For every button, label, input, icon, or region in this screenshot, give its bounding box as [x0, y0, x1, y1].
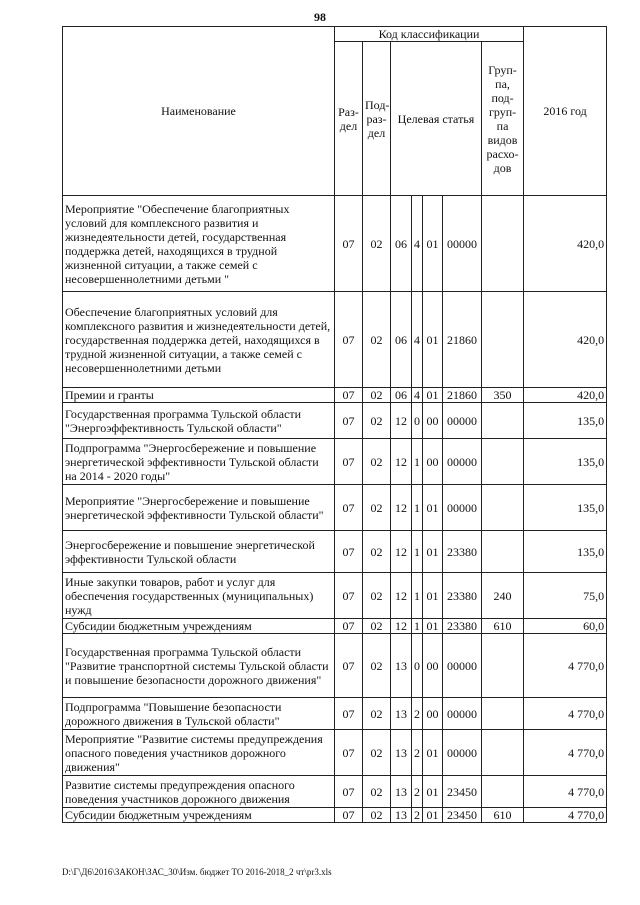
direction-code: 23450 [443, 808, 482, 823]
table-row [63, 634, 607, 698]
table-row [63, 730, 607, 776]
event-code: 01 [423, 808, 443, 823]
subprogram-code: 1 [412, 439, 423, 485]
section-code: 07 [335, 531, 363, 573]
subprogram-code: 2 [412, 808, 423, 823]
expense-type-code [482, 698, 524, 730]
program-code: 12 [391, 619, 412, 634]
section-code: 07 [335, 485, 363, 531]
amount-2016: 4 770,0 [524, 730, 607, 776]
amount-2016: 135,0 [524, 485, 607, 531]
direction-code: 00000 [443, 698, 482, 730]
table-row [63, 573, 607, 619]
expense-type-code [482, 196, 524, 292]
program-code: 12 [391, 403, 412, 439]
page-number: 98 [314, 10, 326, 24]
subprogram-code: 1 [412, 573, 423, 619]
event-code: 01 [423, 573, 443, 619]
direction-code: 23450 [443, 776, 482, 808]
amount-2016: 4 770,0 [524, 698, 607, 730]
amount-2016: 4 770,0 [524, 808, 607, 823]
direction-code: 00000 [443, 196, 482, 292]
row-name: Субсидии бюджетным учреждениям [63, 619, 335, 634]
section-code: 07 [335, 292, 363, 388]
expense-type-code: 610 [482, 808, 524, 823]
direction-code: 21860 [443, 292, 482, 388]
event-code: 01 [423, 531, 443, 573]
subprogram-code: 1 [412, 531, 423, 573]
budget-table [62, 26, 607, 823]
header-expense-group: Груп-па, под-груп-па видов расхо-дов [482, 42, 524, 196]
expense-type-code [482, 730, 524, 776]
program-code: 13 [391, 808, 412, 823]
amount-2016: 60,0 [524, 619, 607, 634]
program-code: 13 [391, 730, 412, 776]
section-code: 07 [335, 573, 363, 619]
subprogram-code: 2 [412, 730, 423, 776]
subprogram-code: 0 [412, 403, 423, 439]
section-code: 07 [335, 634, 363, 698]
section-code: 07 [335, 439, 363, 485]
program-code: 06 [391, 388, 412, 403]
event-code: 01 [423, 292, 443, 388]
program-code: 13 [391, 776, 412, 808]
row-name: Премии и гранты [63, 388, 335, 403]
table-row [63, 776, 607, 808]
event-code: 00 [423, 403, 443, 439]
amount-2016: 4 770,0 [524, 634, 607, 698]
amount-2016: 420,0 [524, 196, 607, 292]
section-code: 07 [335, 388, 363, 403]
expense-type-code [482, 292, 524, 388]
program-code: 06 [391, 196, 412, 292]
direction-code: 00000 [443, 485, 482, 531]
direction-code: 21860 [443, 388, 482, 403]
header-year: 2016 год [524, 27, 607, 196]
direction-code: 00000 [443, 439, 482, 485]
direction-code: 23380 [443, 573, 482, 619]
expense-type-code: 350 [482, 388, 524, 403]
header-name: Наименование [63, 27, 335, 196]
table-row [63, 196, 607, 292]
subsection-code: 02 [363, 573, 391, 619]
expense-type-code [482, 485, 524, 531]
direction-code: 00000 [443, 634, 482, 698]
budget-table-body [63, 196, 607, 823]
section-code: 07 [335, 730, 363, 776]
expense-type-code [482, 403, 524, 439]
subsection-code: 02 [363, 698, 391, 730]
expense-type-code [482, 634, 524, 698]
section-code: 07 [335, 776, 363, 808]
subprogram-code: 2 [412, 698, 423, 730]
table-row [63, 808, 607, 823]
subsection-code: 02 [363, 730, 391, 776]
table-row [63, 439, 607, 485]
header-subsection: Под-раз-дел [363, 42, 391, 196]
table-row [63, 485, 607, 531]
event-code: 01 [423, 619, 443, 634]
subsection-code: 02 [363, 388, 391, 403]
amount-2016: 420,0 [524, 292, 607, 388]
subprogram-code: 2 [412, 776, 423, 808]
expense-type-code: 610 [482, 619, 524, 634]
subsection-code: 02 [363, 634, 391, 698]
section-code: 07 [335, 619, 363, 634]
event-code: 00 [423, 698, 443, 730]
event-code: 01 [423, 730, 443, 776]
subprogram-code: 0 [412, 634, 423, 698]
row-name: Государственная программа Тульской области "Развитие транспортной системы Тульской области и повышение безопасности дорожного движения" [63, 634, 335, 698]
program-code: 06 [391, 292, 412, 388]
program-code: 12 [391, 485, 412, 531]
section-code: 07 [335, 698, 363, 730]
expense-type-code [482, 439, 524, 485]
direction-code: 00000 [443, 403, 482, 439]
subsection-code: 02 [363, 439, 391, 485]
row-name: Энергосбережение и повышение энергетической эффективности Тульской области [63, 531, 335, 573]
subprogram-code: 4 [412, 196, 423, 292]
expense-type-code [482, 776, 524, 808]
table-row [63, 698, 607, 730]
row-name: Государственная программа Тульской области "Энергоэффективность Тульской области" [63, 403, 335, 439]
subsection-code: 02 [363, 403, 391, 439]
expense-type-code [482, 531, 524, 573]
row-name: Обеспечение благоприятных условий для комплексного развития и жизнедеятельности детей, государственная поддержка детей, находящихся в трудной жизненной ситуации, а также семей с несовершеннолетними детьми [63, 292, 335, 388]
header-classification: Код классификации [335, 27, 524, 42]
amount-2016: 420,0 [524, 388, 607, 403]
program-code: 12 [391, 573, 412, 619]
amount-2016: 135,0 [524, 403, 607, 439]
subsection-code: 02 [363, 776, 391, 808]
amount-2016: 135,0 [524, 439, 607, 485]
table-row [63, 403, 607, 439]
amount-2016: 135,0 [524, 531, 607, 573]
subsection-code: 02 [363, 292, 391, 388]
subprogram-code: 4 [412, 388, 423, 403]
event-code: 01 [423, 196, 443, 292]
header-section: Раз-дел [335, 42, 363, 196]
event-code: 01 [423, 388, 443, 403]
section-code: 07 [335, 403, 363, 439]
subsection-code: 02 [363, 808, 391, 823]
subsection-code: 02 [363, 485, 391, 531]
event-code: 01 [423, 485, 443, 531]
direction-code: 23380 [443, 619, 482, 634]
table-row [63, 292, 607, 388]
section-code: 07 [335, 196, 363, 292]
program-code: 13 [391, 634, 412, 698]
table-row [63, 388, 607, 403]
subsection-code: 02 [363, 619, 391, 634]
row-name: Мероприятие "Энергосбережение и повышение энергетической эффективности Тульской области" [63, 485, 335, 531]
row-name: Мероприятие "Развитие системы предупреждения опасного поведения участников дорожного движения" [63, 730, 335, 776]
subprogram-code: 4 [412, 292, 423, 388]
event-code: 00 [423, 439, 443, 485]
subsection-code: 02 [363, 531, 391, 573]
row-name: Развитие системы предупреждения опасного поведения участников дорожного движения [63, 776, 335, 808]
program-code: 12 [391, 439, 412, 485]
subprogram-code: 1 [412, 485, 423, 531]
table-row [63, 531, 607, 573]
section-code: 07 [335, 808, 363, 823]
amount-2016: 4 770,0 [524, 776, 607, 808]
row-name: Субсидии бюджетным учреждениям [63, 808, 335, 823]
row-name: Подпрограмма "Энергосбережение и повышение энергетической эффективности Тульской области на 2014 - 2020 годы" [63, 439, 335, 485]
direction-code: 00000 [443, 730, 482, 776]
row-name: Иные закупки товаров, работ и услуг для обеспечения государственных (муниципальных) нужд [63, 573, 335, 619]
event-code: 01 [423, 776, 443, 808]
direction-code: 23380 [443, 531, 482, 573]
amount-2016: 75,0 [524, 573, 607, 619]
program-code: 12 [391, 531, 412, 573]
header-target-article: Целевая статья [391, 42, 482, 196]
row-name: Подпрограмма "Повышение безопасности дорожного движения в Тульской области" [63, 698, 335, 730]
event-code: 00 [423, 634, 443, 698]
subsection-code: 02 [363, 196, 391, 292]
table-row [63, 619, 607, 634]
program-code: 13 [391, 698, 412, 730]
row-name: Мероприятие "Обеспечение благоприятных условий для комплексного развития и жизнедеятельности детей, государственная поддержка детей, находящихся в трудной жизненной ситуации, а также семей с несовершеннолетними детьми " [63, 196, 335, 292]
expense-type-code: 240 [482, 573, 524, 619]
subprogram-code: 1 [412, 619, 423, 634]
file-path-footer: D:\Г\Д6\2016\ЗАКОН\ЗАС_30\Изм. бюджет ТО 2016-2018_2 чт\pr3.xls [62, 867, 332, 877]
